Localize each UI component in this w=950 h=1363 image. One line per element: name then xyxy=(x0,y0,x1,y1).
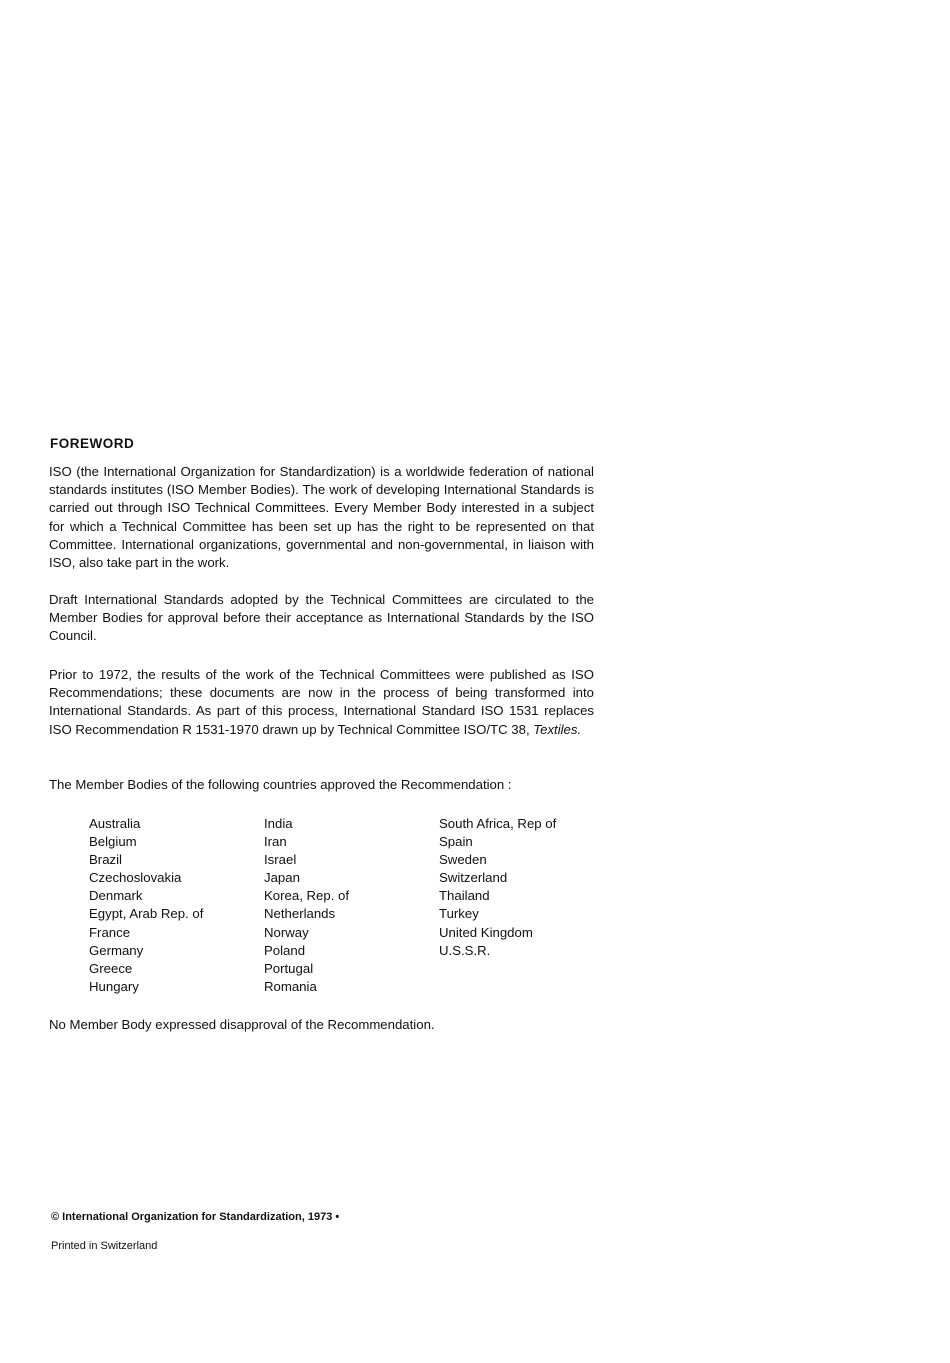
country-item: South Africa, Rep of xyxy=(439,816,557,831)
country-item: Switzerland xyxy=(439,870,508,886)
foreword-paragraph-3 xyxy=(49,666,594,739)
country-item: Korea, Rep. of xyxy=(264,888,350,904)
country-item: Greece xyxy=(89,960,133,976)
country-item: Denmark xyxy=(89,888,143,904)
country-item: United Kingdom xyxy=(439,924,533,940)
country-item: Romania xyxy=(264,978,317,994)
country-item: Thailand xyxy=(439,888,490,904)
copyright-notice: © International Organization for Standardization, 1973 • xyxy=(51,1211,340,1223)
printed-in-note: Printed in Switzerland xyxy=(51,1240,158,1252)
country-list-column-3 xyxy=(439,815,556,960)
country-item: Portugal xyxy=(264,960,314,976)
paragraph-3-text: Prior to 1972, the results of the work of the Technical Committees were published as ISO Recommendations; these documents are now in the process of being transformed into International Standards. As part of this process, International Standard ISO 1531 replaces ISO Recommendation R 1531-1970 drawn up by Technical Committee ISO/TC 38, xyxy=(49,667,594,737)
country-list-column-1 xyxy=(89,815,203,996)
country-item: India xyxy=(264,816,293,831)
country-item: Israel xyxy=(264,852,297,868)
foreword-heading: FOREWORD xyxy=(50,436,135,451)
country-item: Brazil xyxy=(89,852,122,868)
country-item: Poland xyxy=(264,942,306,958)
country-item: Hungary xyxy=(89,978,139,994)
country-item: Germany xyxy=(89,942,144,958)
country-item: Czechoslovakia xyxy=(89,870,182,886)
country-item: Iran xyxy=(264,834,287,850)
country-item: Japan xyxy=(264,870,300,886)
country-item: Australia xyxy=(89,816,141,831)
country-item: Spain xyxy=(439,834,473,850)
approval-intro: The Member Bodies of the following countries approved the Recommendation : xyxy=(49,777,512,792)
committee-title: Textiles. xyxy=(533,721,582,737)
disapproval-note: No Member Body expressed disapproval of the Recommendation. xyxy=(49,1017,435,1032)
foreword-paragraph-1: ISO (the International Organization for Standardization) is a worldwide federation of national standards institutes (ISO Member Bodies). The work of developing International Standards is carried out through ISO Technical Committees. Every Member Body interested in a subject for which a Technical Committee has been set up has the right to be represented on that Committee. International organizations, governmental and non-governmental, in liaison with ISO, also take part in the work. xyxy=(49,464,594,571)
country-item: Turkey xyxy=(439,906,479,922)
country-item: Netherlands xyxy=(264,906,336,922)
foreword-paragraph-2: Draft International Standards adopted by the Technical Committees are circulated to the Member Bodies for approval before their acceptance as International Standards by the ISO Council. xyxy=(49,592,594,644)
country-item: Sweden xyxy=(439,852,487,868)
country-item: Norway xyxy=(264,924,309,940)
country-list-column-2 xyxy=(264,815,349,996)
country-item: U.S.S.R. xyxy=(439,942,491,958)
country-item: Belgium xyxy=(89,834,137,850)
country-item: France xyxy=(89,924,131,940)
country-item: Egypt, Arab Rep. of xyxy=(89,906,204,922)
